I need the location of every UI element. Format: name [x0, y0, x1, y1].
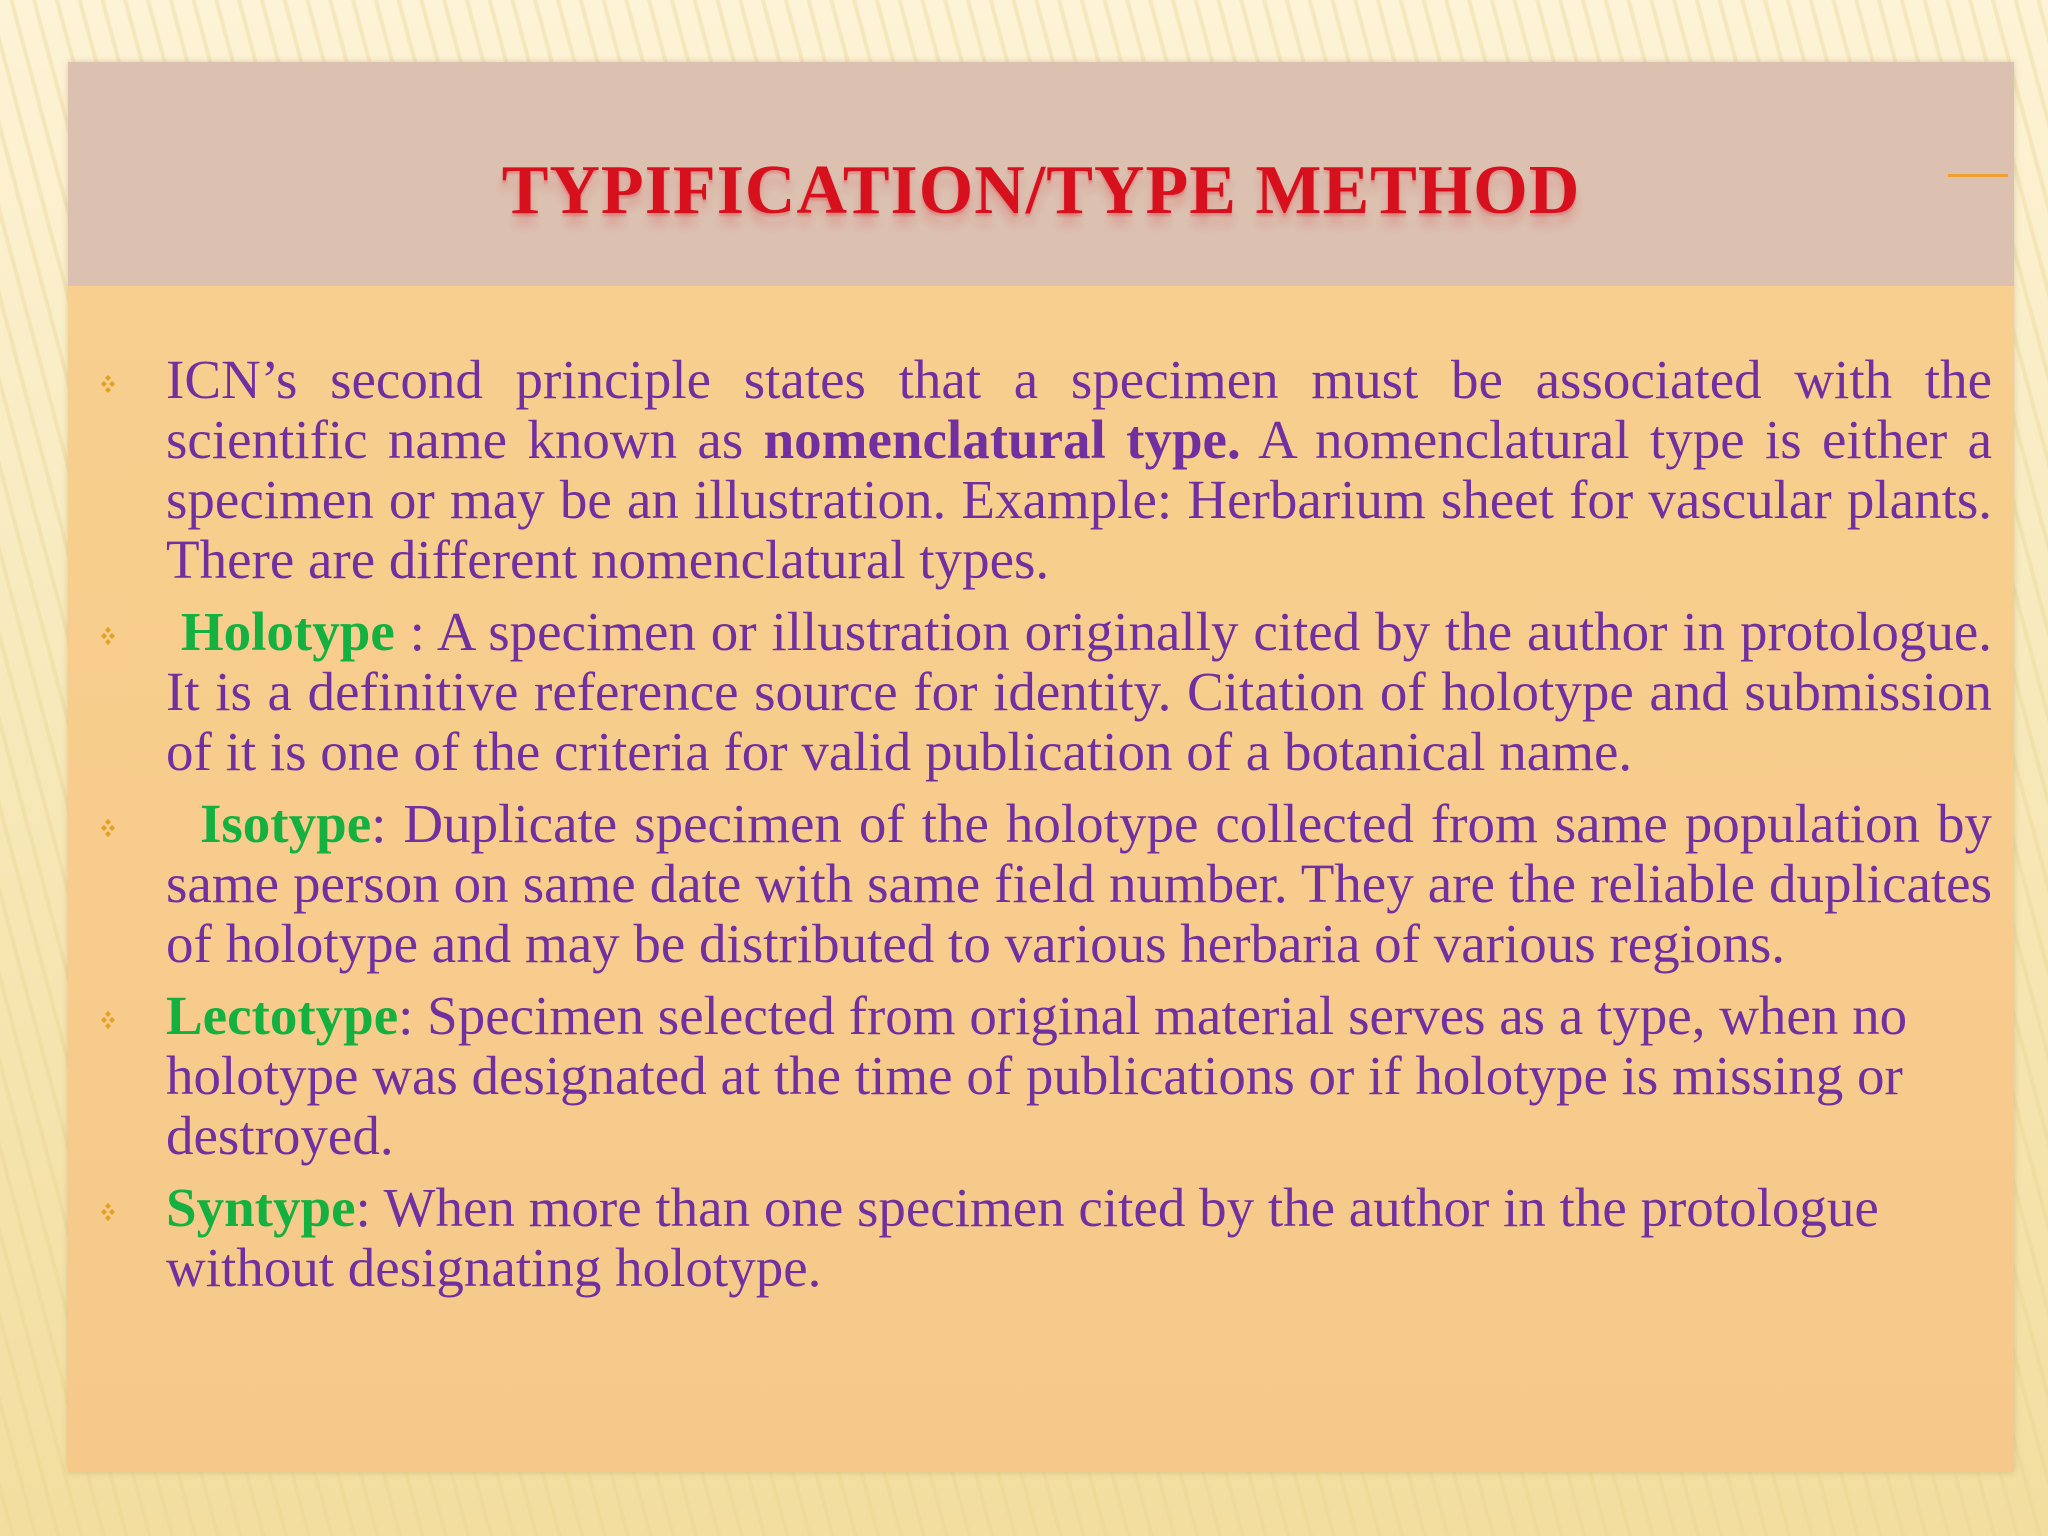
definition-syntype: When more than one specimen cited by the author in the protologue without designating holotype. [166, 1177, 1879, 1298]
four-diamond-bullet-icon [98, 818, 118, 838]
term-separator: : [371, 793, 404, 854]
four-diamond-bullet-icon [98, 626, 118, 646]
bullet-list [68, 350, 2014, 1310]
accent-line [1948, 174, 2008, 177]
term-separator: : [398, 985, 428, 1046]
four-diamond-bullet-icon [98, 1202, 118, 1222]
bullet-item-lectotype [68, 986, 2014, 1166]
term-separator: : [355, 1177, 384, 1238]
term-holotype: Holotype [180, 601, 395, 662]
bullet-item-syntype [68, 1178, 2014, 1298]
bullet-text [166, 350, 1992, 590]
title-band [68, 62, 2014, 286]
bullet-text [166, 1178, 1992, 1298]
bullet-text [166, 794, 1992, 974]
term-isotype: Isotype [200, 793, 372, 854]
bullet-text-pre: ICN’s second principle states that a specimen must be associated with the scientific name known as [166, 349, 1992, 470]
bullet-text-post: A nomenclatural type is either a specimen or may be an illustration. Example: Herbarium sheet for vascular plants. There are different nomenclatural types. [166, 409, 1992, 590]
bullet-text [166, 602, 1992, 782]
slide [68, 62, 2014, 1472]
definition-holotype: A specimen or illustration originally cited by the author in protologue. It is a definitive reference source for identity. Citation of holotype and submission of it is one of the criteria for valid publication of a botanical name. [166, 601, 1992, 782]
four-diamond-bullet-icon [98, 1010, 118, 1030]
term-syntype: Syntype [166, 1177, 356, 1238]
term-lectotype: Lectotype [166, 985, 399, 1046]
bullet-text [166, 986, 1992, 1166]
bullet-item-holotype [68, 602, 2014, 782]
bullet-item-icn-principle [68, 350, 2014, 590]
term-separator: : [394, 601, 437, 662]
four-diamond-bullet-icon [98, 374, 118, 394]
bullet-item-isotype [68, 794, 2014, 974]
slide-title: TYPIFICATION/TYPE METHOD [501, 152, 1581, 229]
definition-lectotype: Specimen selected from original material serves as a type, when no holotype was designated at the time of publications or if holotype is missing or destroyed. [166, 985, 1908, 1166]
definition-isotype: Duplicate specimen of the holotype collected from same population by same person on same date with same field number. They are the reliable duplicates of holotype and may be distributed to various herbaria of various regions. [166, 793, 1993, 974]
bullet-bold-term: nomenclatural type. [763, 409, 1241, 470]
